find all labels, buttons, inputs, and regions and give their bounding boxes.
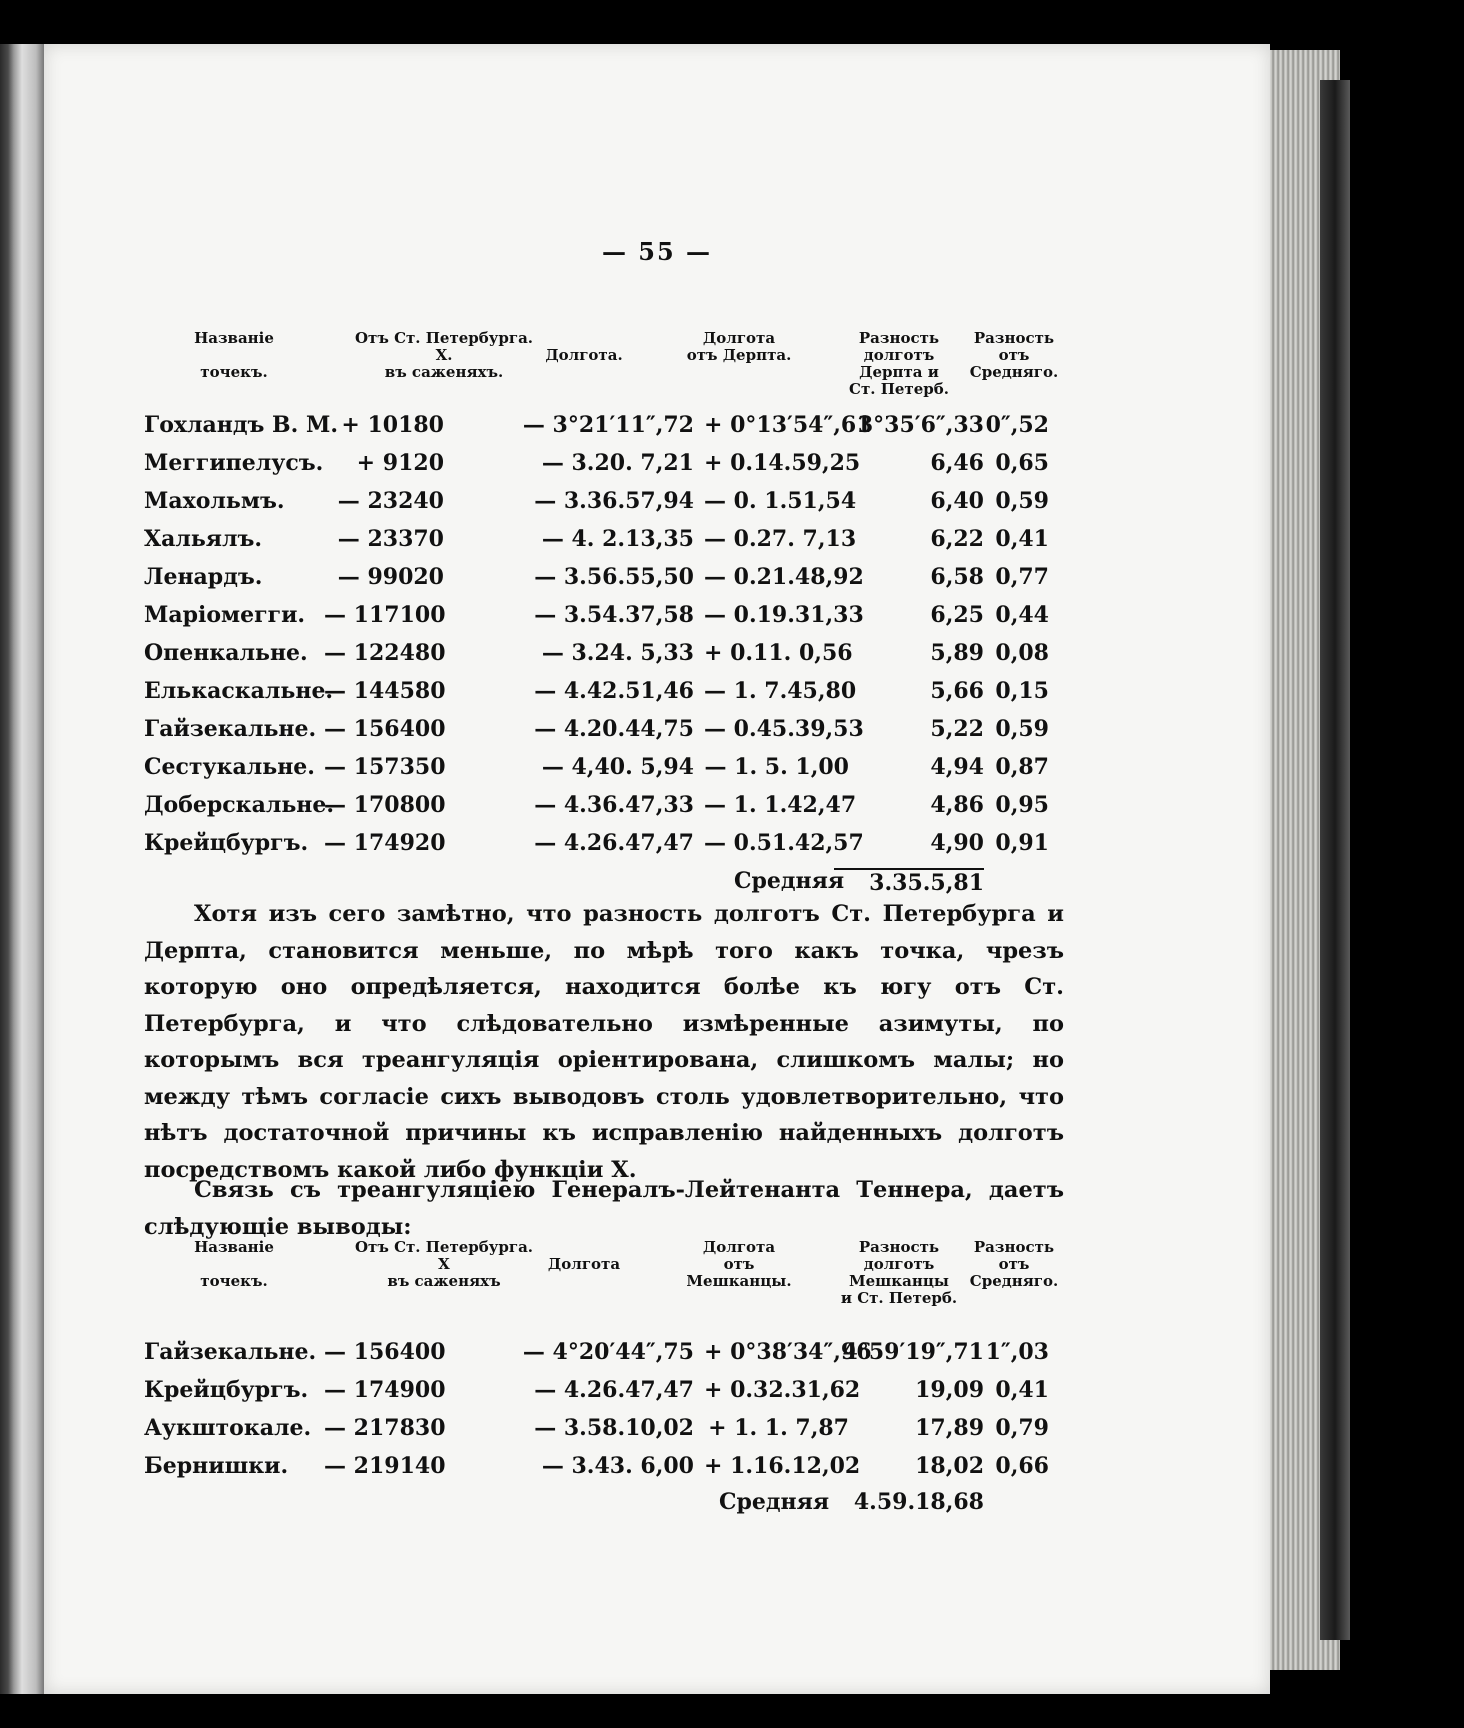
average-value: 4.59.18,68 [853, 1489, 984, 1515]
residual: 0,77 [995, 564, 1049, 590]
table-row [44, 564, 1270, 600]
x-value: — 23370 [337, 526, 444, 552]
longitude: — 3.20. 7,21 [541, 450, 694, 476]
table-row [44, 1415, 1270, 1451]
longitude: — 4°20′44″,75 [522, 1339, 694, 1365]
header-dlon: Долгота отъ Дерпта. [686, 329, 792, 364]
header-dlon: Долгота отъ Мешканцы. [686, 1238, 792, 1290]
longitude-from-meshkantsy: + 1. 1. 7,87 [708, 1415, 849, 1441]
header-diff: Разность долготъ Мешканцы и Ст. Петерб. [840, 1238, 958, 1307]
table-row [44, 526, 1270, 562]
header-x: Отъ Ст. Петербурга. X. въ саженяхъ. [354, 329, 534, 381]
residual: 1″,03 [985, 1339, 1049, 1365]
residual: 0,59 [995, 716, 1049, 742]
x-value: — 99020 [337, 564, 444, 590]
residual: 0,59 [995, 488, 1049, 514]
residual: 0,41 [995, 1377, 1049, 1403]
longitude-difference: 6,22 [930, 526, 984, 552]
table-row [44, 1377, 1270, 1413]
longitude: — 3.24. 5,33 [541, 640, 694, 666]
longitude-difference: 5,22 [930, 716, 984, 742]
longitude-difference: 6,40 [930, 488, 984, 514]
residual: 0,08 [995, 640, 1049, 666]
residual: 0″,52 [985, 412, 1049, 438]
x-value: — 217830 [324, 1415, 446, 1441]
x-value: + 9120 [356, 450, 444, 476]
point-name: Опенкальне. [144, 640, 308, 666]
longitude: — 3.36.57,94 [534, 488, 694, 514]
table-row [44, 488, 1270, 524]
average-value: 3.35.5,81 [834, 868, 984, 896]
longitude: — 3.43. 6,00 [541, 1453, 694, 1479]
point-name: Ленардъ. [144, 564, 263, 590]
header-lon: Долгота. [545, 346, 623, 364]
x-value: — 174900 [324, 1377, 446, 1403]
longitude-difference: 3°35′6″,33 [857, 412, 984, 438]
header-name: Названіе точекъ. [194, 329, 274, 381]
residual: 0,44 [995, 602, 1049, 628]
longitude-difference: 6,25 [930, 602, 984, 628]
average-label: Средняя [734, 868, 845, 894]
table-row [44, 716, 1270, 752]
left-page-edge [0, 44, 44, 1694]
longitude-from-dorpat: — 0.19.31,33 [704, 602, 864, 628]
longitude: — 4.26.47,47 [534, 830, 694, 856]
longitude: — 3.54.37,58 [534, 602, 694, 628]
x-value: — 23240 [337, 488, 444, 514]
longitude-from-dorpat: — 0.45.39,53 [704, 716, 864, 742]
point-name: Махольмъ. [144, 488, 285, 514]
point-name: Гайзекальне. [144, 716, 317, 742]
longitude-from-meshkantsy: + 0.32.31,62 [704, 1377, 861, 1403]
longitude-from-dorpat: + 0°13′54″,61 [704, 412, 872, 438]
longitude-difference: 18,02 [915, 1453, 984, 1479]
table-row [44, 1453, 1270, 1489]
x-value: — 156400 [324, 1339, 446, 1365]
point-name: Аукштокале. [144, 1415, 312, 1441]
header-resid: Разность отъ Средняго. [969, 1238, 1059, 1290]
point-name: Крейцбургъ. [144, 830, 309, 856]
longitude-from-dorpat: + 0.11. 0,56 [704, 640, 853, 666]
table-row [44, 754, 1270, 790]
table-row [44, 412, 1270, 448]
longitude-from-meshkantsy: + 1.16.12,02 [704, 1453, 861, 1479]
x-value: — 219140 [324, 1453, 446, 1479]
point-name: Елькаскальне. [144, 678, 334, 704]
point-name: Сестукальне. [144, 754, 315, 780]
longitude-difference: 6,46 [930, 450, 984, 476]
longitude-difference: 5,89 [930, 640, 984, 666]
point-name: Маріомегги. [144, 602, 306, 628]
point-name: Бернишки. [144, 1453, 289, 1479]
longitude-from-meshkantsy: + 0°38′34″,96 [704, 1339, 872, 1365]
longitude-difference: 4,94 [930, 754, 984, 780]
header-name: Названіе точекъ. [194, 1238, 274, 1290]
x-value: — 174920 [324, 830, 446, 856]
body-text [144, 896, 1064, 1188]
table-row [44, 1339, 1270, 1375]
longitude-from-dorpat: + 0.14.59,25 [704, 450, 861, 476]
paragraph-conclusion: Хотя изъ сего замѣтно, что разность долготъ Ст. Петербурга и Дерпта, становится меньше, по мѣрѣ того какъ точка, чрезъ которую оно опредѣляется, находится болѣе къ югу отъ Ст. Петербурга, и что слѣдовательно измѣренные азимуты, по которымъ вся треангуляція оріентирована, слишкомъ малы; но между тѣмъ согласіе сихъ выводовъ столь удовлетворительно, что нѣтъ достаточной причины къ исправленію найденныхъ долготъ посредствомъ какой либо функціи X. [144, 901, 1064, 1183]
table-row [44, 792, 1270, 828]
longitude: — 4,40. 5,94 [541, 754, 694, 780]
x-value: + 10180 [341, 412, 444, 438]
longitude: — 4.26.47,47 [534, 1377, 694, 1403]
longitude: — 3.56.55,50 [534, 564, 694, 590]
point-name: Гайзекальне. [144, 1339, 317, 1365]
longitude-from-dorpat: — 1. 1.42,47 [704, 792, 857, 818]
longitude: — 3°21′11″,72 [522, 412, 694, 438]
table-row [44, 830, 1270, 866]
residual: 0,15 [995, 678, 1049, 704]
longitude: — 4. 2.13,35 [541, 526, 694, 552]
longitude: — 4.36.47,33 [534, 792, 694, 818]
residual: 0,79 [995, 1415, 1049, 1441]
residual: 0,65 [995, 450, 1049, 476]
longitude-difference: 4,90 [930, 830, 984, 856]
longitude-difference: 6,58 [930, 564, 984, 590]
longitude-difference: 19,09 [915, 1377, 984, 1403]
header-resid: Разность отъ Средняго. [969, 329, 1059, 381]
residual: 0,66 [995, 1453, 1049, 1479]
x-value: — 122480 [324, 640, 446, 666]
table-row [44, 602, 1270, 638]
longitude-from-dorpat: — 1. 5. 1,00 [704, 754, 849, 780]
header-x: Отъ Ст. Петербурга. X въ саженяхъ [354, 1238, 534, 1290]
longitude: — 4.20.44,75 [534, 716, 694, 742]
residual: 0,91 [995, 830, 1049, 856]
x-value: — 117100 [324, 602, 446, 628]
longitude: — 4.42.51,46 [534, 678, 694, 704]
table-row [44, 450, 1270, 486]
residual: 0,41 [995, 526, 1049, 552]
body-text-2 [144, 1172, 1064, 1245]
point-name: Крейцбургъ. [144, 1377, 309, 1403]
header-lon: Долгота [547, 1255, 621, 1273]
point-name: Хальялъ. [144, 526, 263, 552]
book-spine [1320, 80, 1350, 1640]
residual: 0,95 [995, 792, 1049, 818]
page-number: — 55 — [601, 237, 713, 266]
point-name: Доберскальне. [144, 792, 335, 818]
x-value: — 157350 [324, 754, 446, 780]
longitude: — 3.58.10,02 [534, 1415, 694, 1441]
longitude-from-dorpat: — 0. 1.51,54 [704, 488, 857, 514]
residual: 0,87 [995, 754, 1049, 780]
paragraph-tenner: Связь съ треангуляціею Генералъ-Лейтенанта Теннера, даетъ слѣдующіе выводы: [144, 1177, 1064, 1240]
longitude-difference: 5,66 [930, 678, 984, 704]
longitude-from-dorpat: — 1. 7.45,80 [704, 678, 857, 704]
book-page [44, 44, 1270, 1694]
longitude-difference: 4°59′19″,71 [842, 1339, 984, 1365]
point-name: Гохландъ В. М. [144, 412, 338, 438]
x-value: — 170800 [324, 792, 446, 818]
table-row [44, 640, 1270, 676]
x-value: — 144580 [324, 678, 446, 704]
longitude-difference: 4,86 [930, 792, 984, 818]
point-name: Меггипелусъ. [144, 450, 324, 476]
average-label: Средняя [719, 1489, 830, 1515]
x-value: — 156400 [324, 716, 446, 742]
longitude-from-dorpat: — 0.21.48,92 [704, 564, 864, 590]
longitude-from-dorpat: — 0.27. 7,13 [704, 526, 857, 552]
longitude-from-dorpat: — 0.51.42,57 [704, 830, 864, 856]
longitude-difference: 17,89 [915, 1415, 984, 1441]
header-diff: Разность долготъ Дерпта и Ст. Петерб. [849, 329, 949, 398]
table-row [44, 678, 1270, 714]
